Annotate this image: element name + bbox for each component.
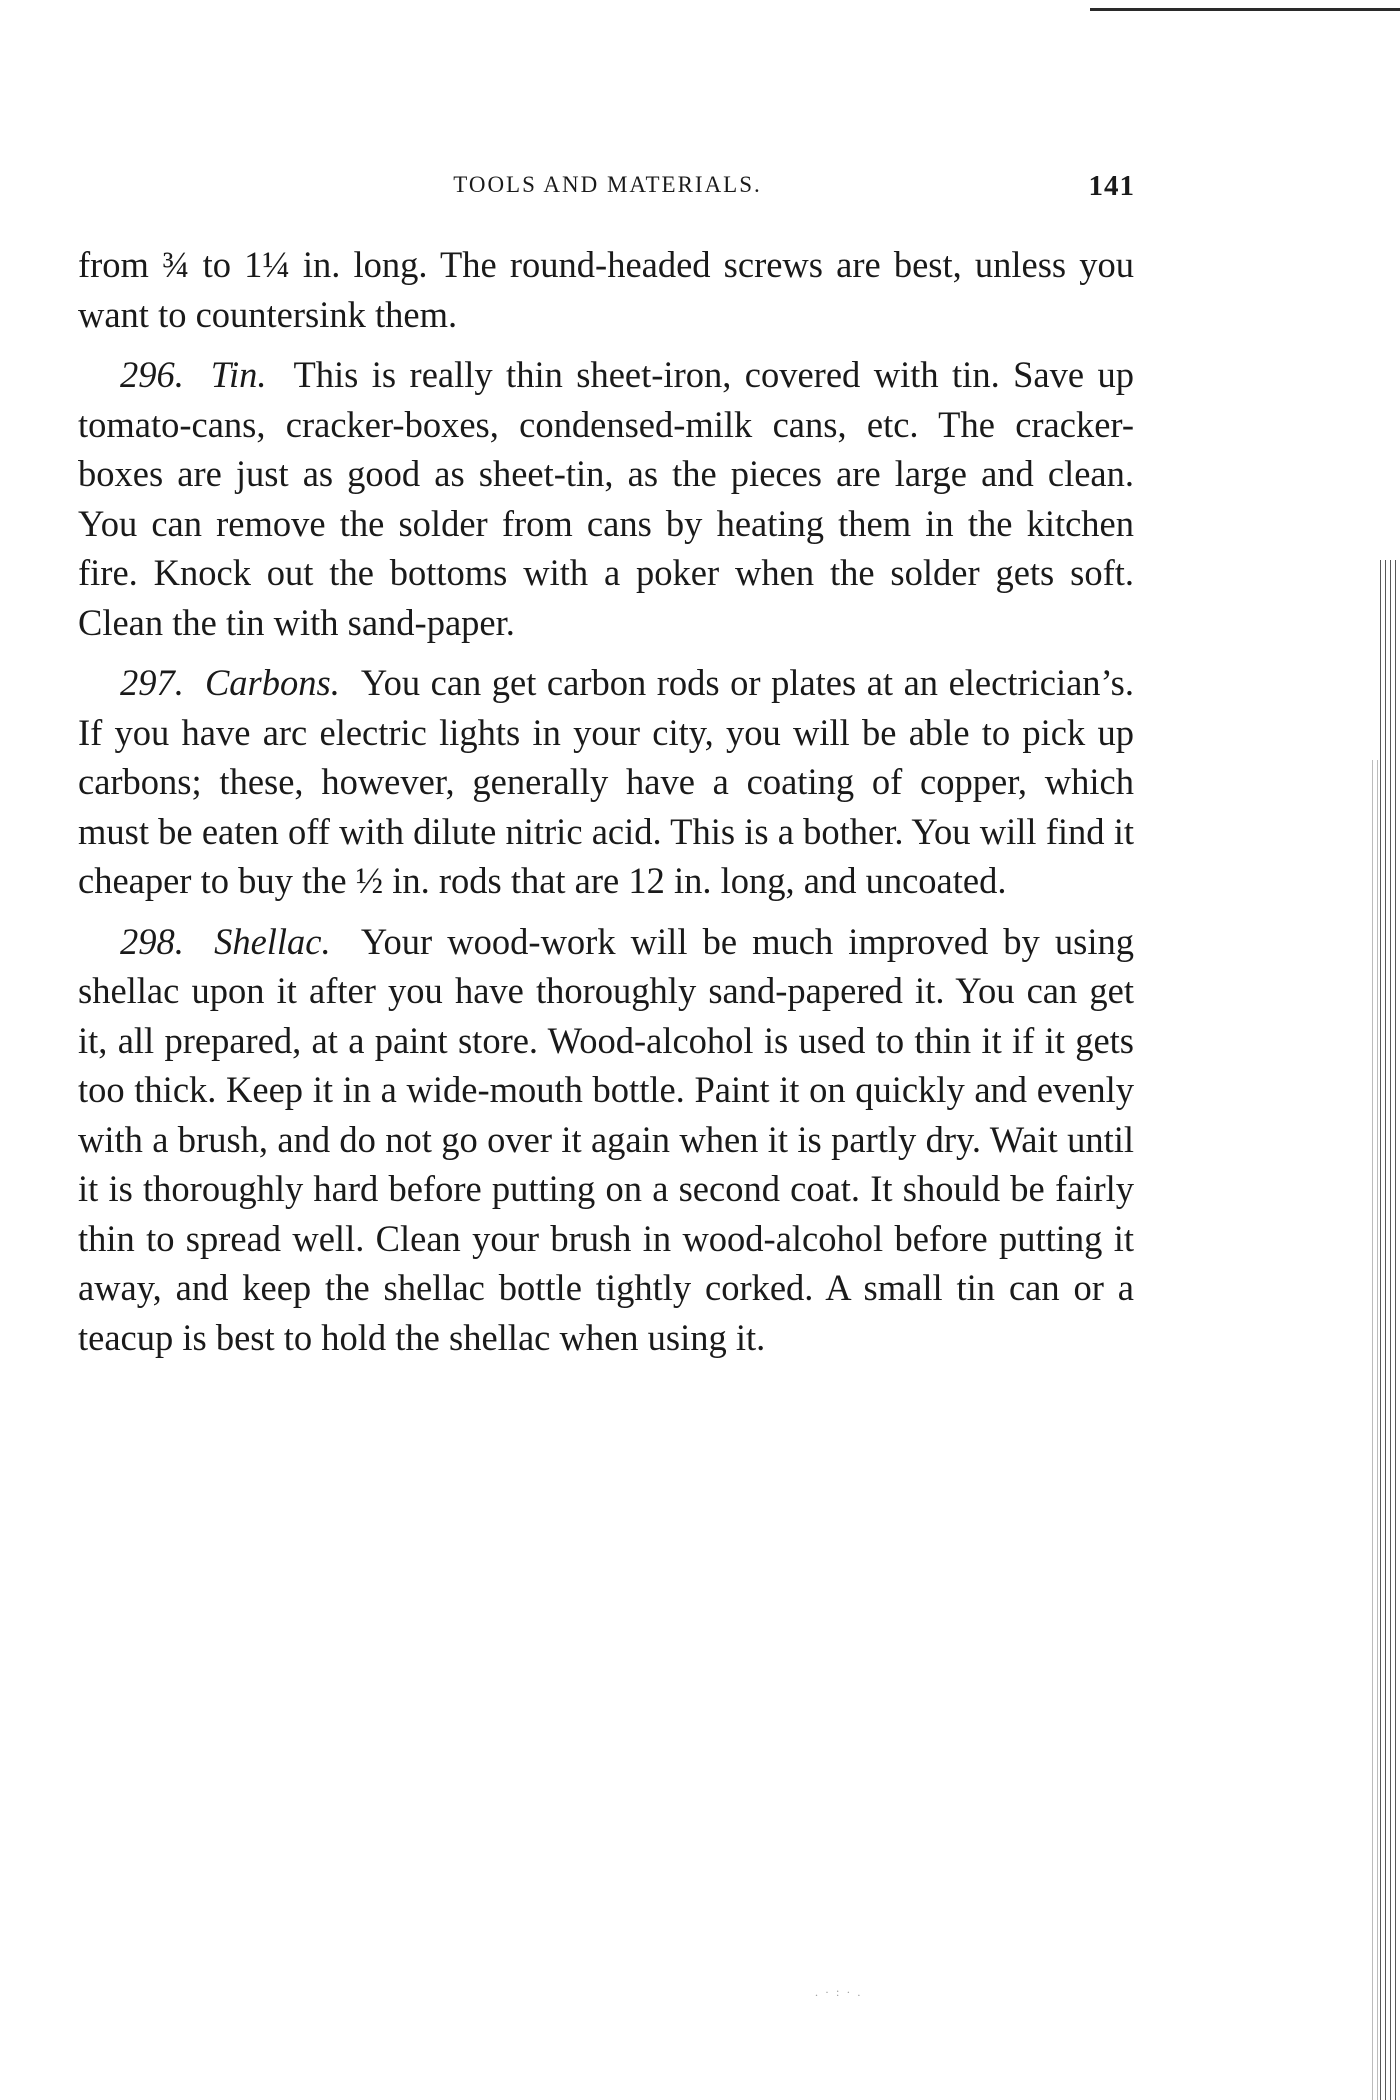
section-number: 296. — [120, 354, 184, 395]
paragraph-carbons — [78, 658, 1134, 906]
paragraph-tin — [78, 350, 1134, 647]
page-number: 141 — [1088, 170, 1135, 202]
running-header — [80, 172, 1135, 212]
paragraph-text: from ¾ to 1¼ in. long. The round-headed screws are best, unless you want to countersink them. — [78, 244, 1134, 335]
paragraph-text: This is really thin sheet-iron, covered with tin. Save up tomato-cans, cracker-boxes, condensed-milk cans, etc. The cracker-boxes are just as good as sheet-tin, as the pieces are large and clean. You can remove the solder from cans by heating them in the kitchen fire. Knock out the bottoms with a poker when the solder gets soft. Clean the tin with sand-paper. — [78, 354, 1135, 643]
section-number: 297. — [120, 662, 184, 703]
page-binding-edge — [1378, 560, 1400, 2100]
section-heading: Shellac. — [214, 920, 331, 962]
paragraph-shellac — [78, 917, 1134, 1363]
page-binding-shadow — [1368, 760, 1378, 2100]
paragraph-continuation — [78, 240, 1134, 339]
running-title: TOOLS AND MATERIALS. — [453, 172, 762, 197]
section-heading: Carbons. — [204, 662, 340, 703]
top-edge-rule — [1090, 8, 1400, 11]
body-text — [78, 240, 1134, 1362]
scan-speckle: . · : · . — [815, 1985, 863, 1999]
section-heading: Tin. — [210, 354, 267, 395]
paragraph-text: You can get carbon rods or plates at an electrician’s. If you have arc electric lights in your city, you will be able to pick up carbons; these, however, generally have a coating of copper, which must be eaten off with dilute nitric acid. This is a bother. You will find it cheaper to buy the ½ in. rods that are 12 in. long, and uncoated. — [78, 662, 1135, 901]
section-number: 298. — [120, 920, 184, 962]
paragraph-text: Your wood-work will be much improved by using shellac upon it after you have thoroughly sand-papered it. You can get it, all prepared, at a paint store. Wood-alcohol is used to thin it if it gets too thick. Keep it in a wide-mouth bottle. Paint it on quickly and evenly with a brush, and do not go over it again when it is partly dry. Wait until it is thoroughly hard before putting on a second coat. It should be fairly thin to spread well. Clean your brush in wood-alcohol before putting it away, and keep the shellac bottle tightly corked. A small tin can or a teacup is best to hold the shellac when using it. — [78, 920, 1134, 1358]
